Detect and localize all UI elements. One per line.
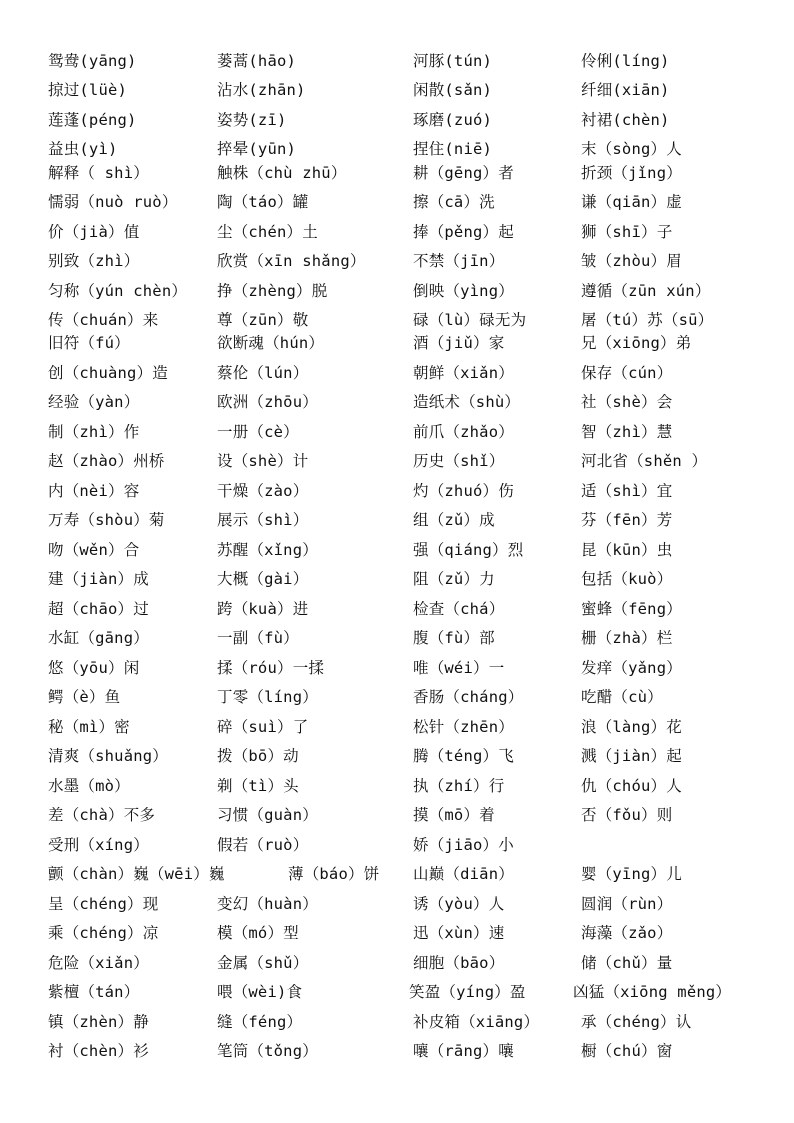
word-entry: 鳄（è）鱼 — [48, 688, 121, 706]
word-entry: 变幻（huàn） — [217, 895, 318, 913]
word-entry: 芬（fēn）芳 — [581, 511, 673, 529]
word-entry: 跨（kuà）进 — [217, 600, 309, 618]
word-entry: 组（zǔ）成 — [413, 511, 495, 529]
word-entry: 拨（bō）动 — [217, 747, 299, 765]
word-row — [0, 479, 794, 503]
word-entry: 折颈（jǐng） — [581, 164, 682, 182]
word-entry: 剃（tì）头 — [217, 777, 299, 795]
word-row — [0, 567, 794, 591]
word-entry: 圆润（rùn） — [581, 895, 673, 913]
word-entry: 碎（suì）了 — [217, 718, 309, 736]
word-entry: 适（shì）宜 — [581, 482, 673, 500]
word-entry: 镇（zhèn）静 — [48, 1013, 149, 1031]
word-row — [0, 744, 794, 768]
word-entry: 诱（yòu）人 — [413, 895, 505, 913]
word-entry: 补皮箱（xiāng） — [413, 1013, 540, 1031]
word-entry: 假若（ruò） — [217, 836, 309, 854]
word-entry: 发痒（yǎng） — [581, 659, 682, 677]
word-entry: 闲散(sǎn) — [413, 81, 493, 99]
word-entry: 乘（chéng）凉 — [48, 924, 159, 942]
word-entry: 习惯（guàn） — [217, 806, 318, 824]
word-entry: 苏醒（xǐng） — [217, 541, 318, 559]
word-entry: 狮（shī）子 — [581, 223, 673, 241]
word-row — [0, 685, 794, 709]
word-entry: 摸（mō）着 — [413, 806, 495, 824]
word-row — [0, 921, 794, 945]
word-entry: 仇（chóu）人 — [581, 777, 682, 795]
word-entry: 细胞（bāo） — [413, 954, 505, 972]
word-entry: 尘（chén）土 — [217, 223, 318, 241]
word-entry: 酒（jiǔ）家 — [413, 334, 505, 352]
word-row — [0, 862, 794, 886]
word-row — [0, 1010, 794, 1034]
word-entry: 紫檀（tán） — [48, 983, 140, 1001]
word-entry: 别致（zhì） — [48, 252, 140, 270]
word-entry: 保存（cún） — [581, 364, 673, 382]
word-entry: 差（chà）不多 — [48, 806, 156, 824]
word-entry: 传（chuán）来 — [48, 311, 159, 329]
word-entry: 水墨（mò） — [48, 777, 130, 795]
word-entry: 展示（shì） — [217, 511, 309, 529]
word-entry: 前爪（zhǎo） — [413, 423, 514, 441]
word-entry: 沾水(zhān) — [217, 81, 306, 99]
word-row — [0, 715, 794, 739]
word-entry: 琢磨(zuó) — [413, 111, 493, 129]
word-entry: 触株（chù zhū） — [217, 164, 347, 182]
word-entry: 不禁（jīn） — [413, 252, 505, 270]
word-entry: 末（sòng）人 — [581, 140, 682, 158]
word-entry: 丁零（líng） — [217, 688, 318, 706]
word-entry: 干燥（zào） — [217, 482, 309, 500]
word-row — [0, 279, 794, 303]
word-entry: 谦（qiān）虚 — [581, 193, 682, 211]
word-entry: 鸳鸯(yāng) — [48, 52, 137, 70]
word-entry: 香肠（cháng） — [413, 688, 524, 706]
word-entry: 嚷（rāng）嚷 — [413, 1042, 514, 1060]
word-entry: 颤（chàn）巍（wēi）巍 — [48, 865, 225, 883]
word-entry: 腹（fù）部 — [413, 629, 495, 647]
word-entry: 腾（téng）飞 — [413, 747, 514, 765]
word-entry: 海藻（zǎo） — [581, 924, 673, 942]
word-row — [0, 249, 794, 273]
word-entry: 制（zhì）作 — [48, 423, 140, 441]
word-entry: 吃醋（cù） — [581, 688, 663, 706]
word-entry: 欣赏（xīn shǎng） — [217, 252, 366, 270]
word-row — [0, 161, 794, 185]
word-row — [0, 508, 794, 532]
word-entry: 一副（fù） — [217, 629, 299, 647]
word-entry: 检查（chá） — [413, 600, 505, 618]
word-entry: 衬裙(chèn) — [581, 111, 670, 129]
word-entry: 造纸术（shù） — [413, 393, 521, 411]
word-entry: 娇（jiāo）小 — [413, 836, 514, 854]
word-entry: 清爽（shuǎng） — [48, 747, 168, 765]
word-entry: 擦（cā）洗 — [413, 193, 495, 211]
word-entry: 包括（kuò） — [581, 570, 673, 588]
word-entry: 橱（chú）窗 — [581, 1042, 673, 1060]
word-row — [0, 220, 794, 244]
word-entry: 智（zhì）慧 — [581, 423, 673, 441]
word-entry: 河豚(tún) — [413, 52, 493, 70]
word-row — [0, 597, 794, 621]
word-entry: 执（zhí）行 — [413, 777, 505, 795]
word-row — [0, 190, 794, 214]
word-entry: 兄（xiōng）弟 — [581, 334, 692, 352]
word-row — [0, 892, 794, 916]
word-entry: 栅（zhà）栏 — [581, 629, 673, 647]
word-entry: 薄（báo）饼 — [288, 865, 380, 883]
word-entry: 朝鲜（xiǎn） — [413, 364, 514, 382]
word-entry: 一册（cè） — [217, 423, 299, 441]
word-entry: 屠（tú）苏（sū） — [581, 311, 714, 329]
word-entry: 陶（táo）罐 — [217, 193, 309, 211]
word-entry: 受刑（xíng） — [48, 836, 149, 854]
word-entry: 匀称（yún chèn） — [48, 282, 188, 300]
word-row — [0, 137, 794, 161]
word-entry: 浪（làng）花 — [581, 718, 682, 736]
word-entry: 皱（zhòu）眉 — [581, 252, 682, 270]
word-entry: 历史（shǐ） — [413, 452, 505, 470]
word-entry: 懦弱（nuò ruò） — [48, 193, 178, 211]
word-entry: 旧符（fú） — [48, 334, 130, 352]
word-row — [0, 833, 794, 857]
word-row — [0, 803, 794, 827]
word-entry: 益虫(yì) — [48, 140, 118, 158]
word-entry: 河北省（shěn ） — [581, 452, 708, 470]
word-entry: 大概（gài） — [217, 570, 309, 588]
word-row — [0, 308, 794, 332]
word-row — [0, 49, 794, 73]
word-row — [0, 656, 794, 680]
word-row — [0, 1039, 794, 1063]
word-entry: 赵（zhào）州桥 — [48, 452, 165, 470]
word-entry: 姿势(zī) — [217, 111, 287, 129]
word-row — [0, 420, 794, 444]
word-entry: 碌（lù）碌无为 — [413, 311, 527, 329]
word-entry: 纤细(xiān) — [581, 81, 670, 99]
word-row — [0, 78, 794, 102]
word-row — [0, 626, 794, 650]
word-entry: 社（shè）会 — [581, 393, 673, 411]
word-entry: 内（nèi）容 — [48, 482, 140, 500]
word-row — [0, 980, 794, 1004]
word-entry: 凶猛（xiōng měng） — [573, 983, 732, 1001]
word-entry: 蒌蒿(hāo) — [217, 52, 297, 70]
word-entry: 欧洲（zhōu） — [217, 393, 318, 411]
word-entry: 昆（kūn）虫 — [581, 541, 673, 559]
word-entry: 伶俐(líng) — [581, 52, 670, 70]
word-row — [0, 449, 794, 473]
word-entry: 唯（wéi）一 — [413, 659, 505, 677]
word-entry: 呈（chéng）现 — [48, 895, 159, 913]
word-entry: 遵循（zūn xún） — [581, 282, 711, 300]
word-entry: 金属（shǔ） — [217, 954, 309, 972]
word-entry: 建（jiàn）成 — [48, 570, 149, 588]
word-entry: 价（jià）值 — [48, 223, 140, 241]
word-row — [0, 951, 794, 975]
word-row — [0, 538, 794, 562]
word-entry: 捏住(niē) — [413, 140, 493, 158]
word-entry: 笔筒（tǒng） — [217, 1042, 318, 1060]
word-entry: 衬（chèn）衫 — [48, 1042, 149, 1060]
word-entry: 蔡伦（lún） — [217, 364, 309, 382]
word-entry: 秘（mì）密 — [48, 718, 130, 736]
word-entry: 超（chāo）过 — [48, 600, 149, 618]
word-entry: 蜜蜂（fēng） — [581, 600, 682, 618]
word-row — [0, 390, 794, 414]
word-row — [0, 331, 794, 355]
word-entry: 悠（yōu）闲 — [48, 659, 140, 677]
word-entry: 解释（ shì） — [48, 164, 149, 182]
word-entry: 设（shè）计 — [217, 452, 309, 470]
word-entry: 经验（yàn） — [48, 393, 140, 411]
word-entry: 倒映（yìng） — [413, 282, 514, 300]
word-entry: 迅（xùn）速 — [413, 924, 505, 942]
word-entry: 强（qiáng）烈 — [413, 541, 524, 559]
word-entry: 山巅（diān） — [413, 865, 514, 883]
word-entry: 缝（féng） — [217, 1013, 303, 1031]
word-row — [0, 774, 794, 798]
word-entry: 喂（wèi)食 — [217, 983, 303, 1001]
word-row — [0, 108, 794, 132]
word-entry: 灼（zhuó）伤 — [413, 482, 514, 500]
word-entry: 耕（gēng）者 — [413, 164, 514, 182]
word-entry: 揉（róu）一揉 — [217, 659, 325, 677]
word-entry: 掠过(lüè) — [48, 81, 128, 99]
word-entry: 危险（xiǎn） — [48, 954, 149, 972]
word-entry: 吻（wěn）合 — [48, 541, 140, 559]
word-entry: 水缸（gāng） — [48, 629, 149, 647]
word-entry: 捧（pěng）起 — [413, 223, 514, 241]
word-entry: 阻（zǔ）力 — [413, 570, 495, 588]
word-row — [0, 361, 794, 385]
word-entry: 笑盈（yíng）盈 — [409, 983, 526, 1001]
word-entry: 捽晕(yūn) — [217, 140, 297, 158]
word-entry: 承（chéng）认 — [581, 1013, 692, 1031]
word-entry: 模（mó）型 — [217, 924, 299, 942]
word-entry: 挣（zhèng）脱 — [217, 282, 328, 300]
word-entry: 婴（yīng）儿 — [581, 865, 682, 883]
word-entry: 欲断魂（hún） — [217, 334, 325, 352]
word-entry: 否（fǒu）则 — [581, 806, 673, 824]
word-entry: 储（chǔ）量 — [581, 954, 673, 972]
word-entry: 万寿（shòu）菊 — [48, 511, 165, 529]
word-entry: 松针（zhēn） — [413, 718, 514, 736]
word-entry: 创（chuàng）造 — [48, 364, 168, 382]
word-entry: 溅（jiàn）起 — [581, 747, 682, 765]
word-entry: 尊（zūn）敬 — [217, 311, 309, 329]
word-entry: 莲蓬(péng) — [48, 111, 137, 129]
